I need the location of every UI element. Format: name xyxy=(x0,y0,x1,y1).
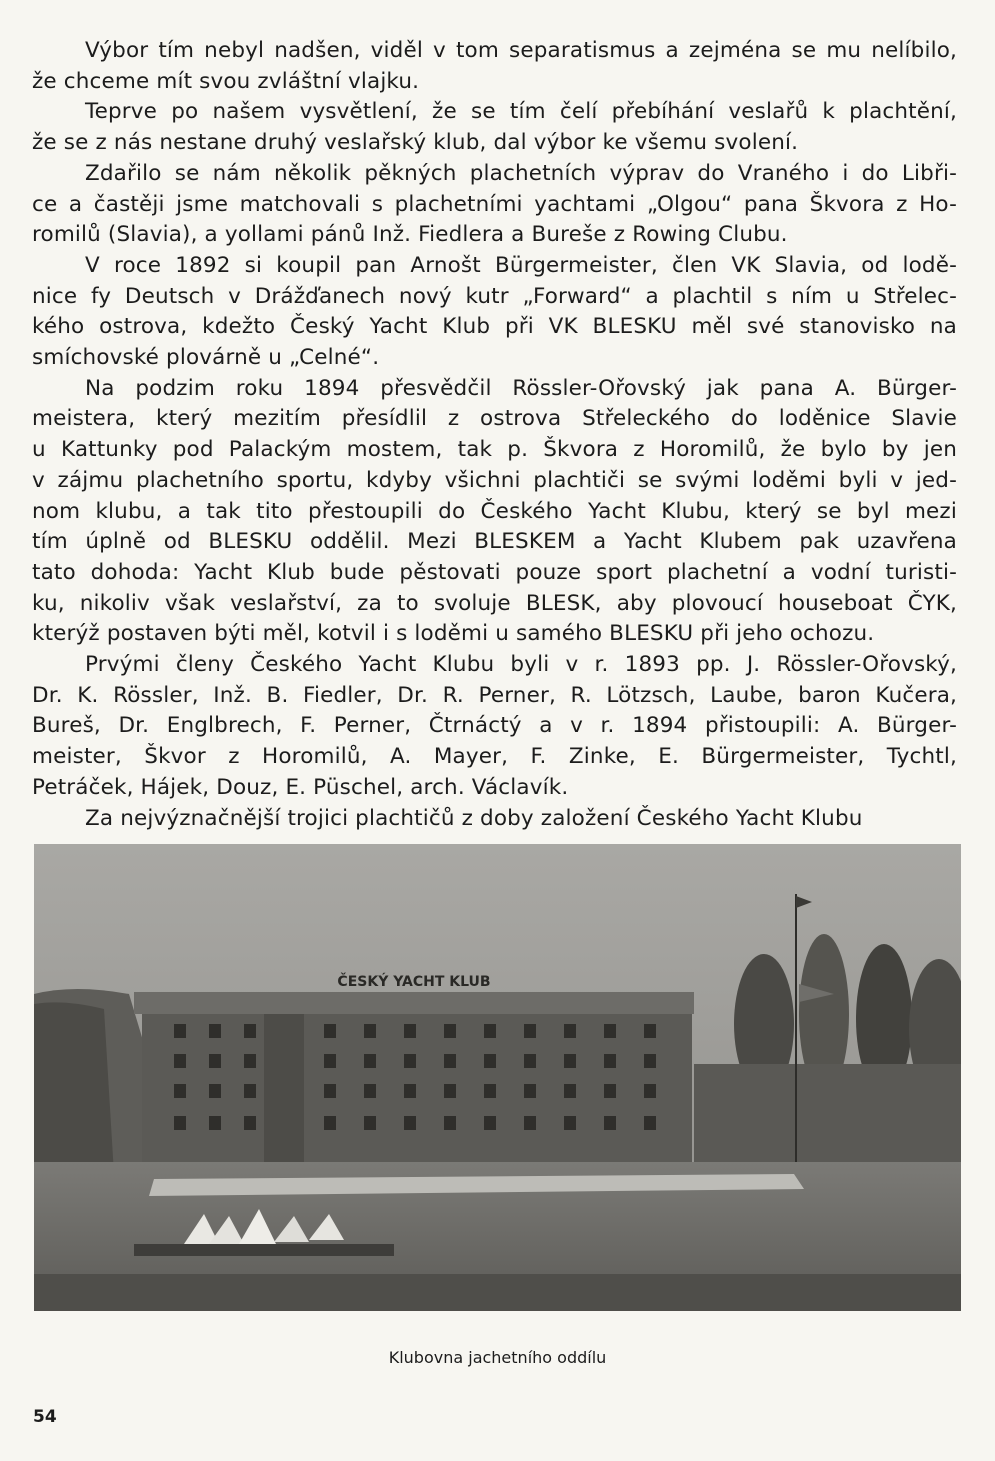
clubhouse-photo-illustration xyxy=(34,844,961,1311)
text-line: že se z nás nestane druhý veslařský klub, dal výbor ke všemu svolení. xyxy=(32,130,799,156)
text-line: tím úplně od BLESKU oddělil. Mezi BLESKEM a Yacht Klubem pak uzavřena xyxy=(32,529,957,555)
text-line: Teprve po našem vysvětlení, že se tím čelí přebíhání veslařů k plachtění, xyxy=(85,99,957,125)
text-line: Prvými členy Českého Yacht Klubu byli v r. 1893 pp. J. Rössler-Ořovský, xyxy=(85,652,957,678)
text-line: že chceme mít svou zvláštní vlajku. xyxy=(32,68,420,94)
text-line: meistera, který mezitím přesídlil z ostrova Střeleckého do loděnice Slavie xyxy=(32,406,957,432)
paragraph-1 xyxy=(32,36,957,97)
paragraph-4 xyxy=(32,251,957,374)
text-line: Za nejvýznačnější trojici plachtičů z doby založení Českého Yacht Klubu xyxy=(85,805,863,831)
paragraph-5 xyxy=(32,374,957,650)
text-line: Bureš, Dr. Englbrech, F. Perner, Čtrnáctý a v r. 1894 přistoupili: A. Bürger- xyxy=(32,713,957,739)
text-line: nice fy Deutsch v Drážďanech nový kutr „Forward“ a plachtil s ním u Střelec- xyxy=(32,283,957,309)
clubhouse-photo xyxy=(34,844,961,1311)
text-line: Na podzim roku 1894 přesvědčil Rössler-Ořovský jak pana A. Bürger- xyxy=(85,375,957,401)
text-line: smíchovské plovárně u „Celné“. xyxy=(32,345,380,371)
paragraph-3 xyxy=(32,159,957,251)
text-line: V roce 1892 si koupil pan Arnošt Bürgermeister, člen VK Slavia, od lodě- xyxy=(85,252,957,278)
text-line: Dr. K. Rössler, Inž. B. Fiedler, Dr. R. Perner, R. Lötzsch, Laube, baron Kučera, xyxy=(32,682,957,708)
text-line: Petráček, Hájek, Douz, E. Püschel, arch. Václavík. xyxy=(32,774,569,800)
roof-sign: ČESKÝ YACHT KLUB xyxy=(337,974,491,990)
river-foreground xyxy=(34,1274,961,1311)
paragraph-2 xyxy=(32,97,957,158)
text-line: Zdařilo se nám několik pěkných plachetních výprav do Vraného i do Libři- xyxy=(85,160,957,186)
hill-left-shadow xyxy=(34,1002,114,1174)
text-line: ce a častěji jsme matchovali s plachetními yachtami „Olgou“ pana Škvora z Ho- xyxy=(32,191,957,217)
clubhouse-building xyxy=(134,972,694,1164)
text-line: romilů (Slavia), a yollami pánů Inž. Fiedlera a Bureše z Rowing Clubu. xyxy=(32,222,788,248)
paragraph-6 xyxy=(32,650,957,804)
text-line: u Kattunky pod Palackým mostem, tak p. Škvora z Horomilů, že bylo by jen xyxy=(32,437,957,463)
text-line: v zájmu plachetního sportu, kdyby všichni plachtiči se svými loděmi byli v jed- xyxy=(32,467,957,493)
page-number: 54 xyxy=(33,1407,57,1427)
photo-caption: Klubovna jachetního oddílu xyxy=(388,1348,607,1367)
text-line: kterýž postaven býti měl, kotvil i s loděmi u samého BLESKU při jeho ochozu. xyxy=(32,621,875,647)
text-line: meister, Škvor z Horomilů, A. Mayer, F. Zinke, E. Bürgermeister, Tychtl, xyxy=(32,744,957,770)
paragraph-7 xyxy=(32,804,957,835)
text-line: ku, nikoliv však veslařství, za to svoluje BLESK, aby plovoucí houseboat ČYK, xyxy=(32,590,957,616)
text-line: tato dohoda: Yacht Klub bude pěstovati pouze sport plachetní a vodní turisti- xyxy=(32,559,957,585)
text-line: nom klubu, a tak tito přestoupili do Českého Yacht Klubu, který se byl mezi xyxy=(32,498,957,524)
body-text xyxy=(32,36,957,834)
text-line: Výbor tím nebyl nadšen, viděl v tom separatismus a zejména se mu nelíbilo, xyxy=(85,38,957,63)
text-line: kého ostrova, kdežto Český Yacht Klub při VK BLESKU měl své stanovisko na xyxy=(32,314,957,340)
